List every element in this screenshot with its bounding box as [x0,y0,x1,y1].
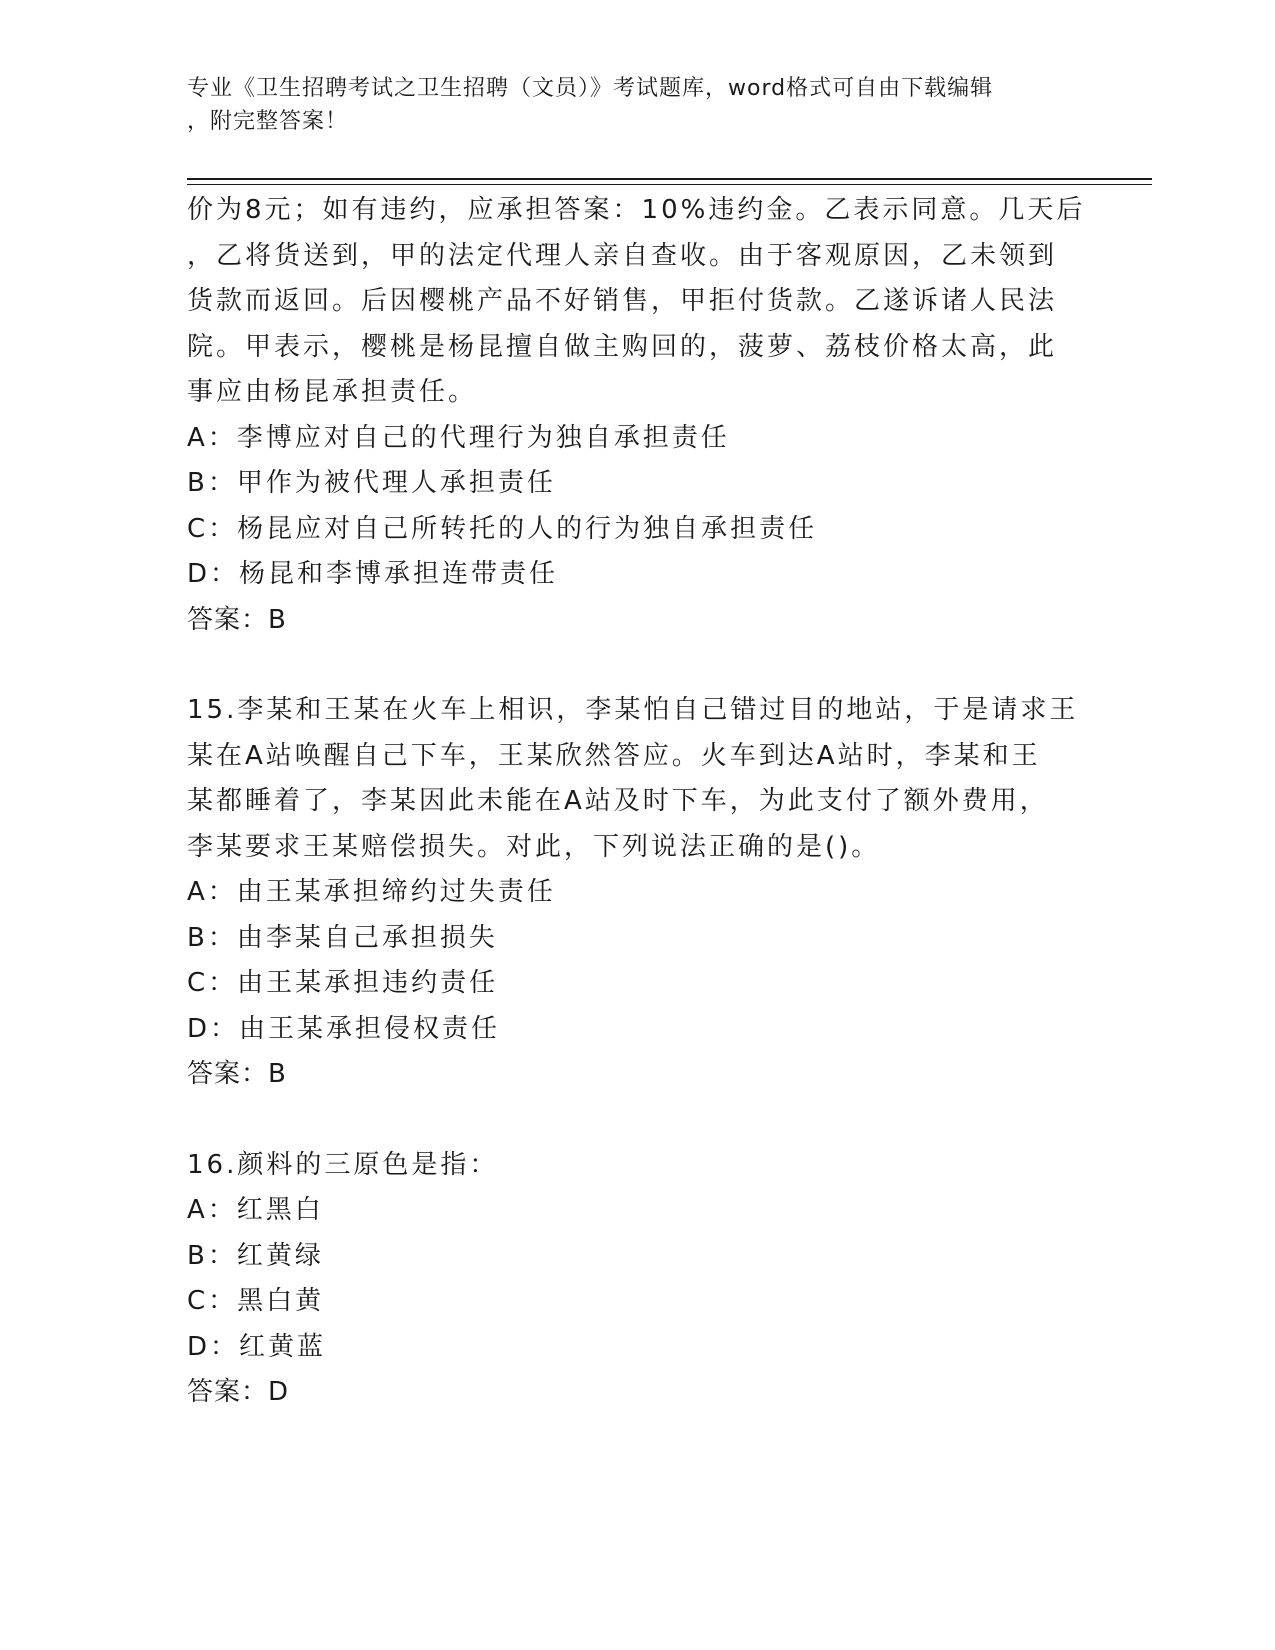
answer-label: 答案：B [187,1059,287,1089]
option-c: C：由王某承担违约责任 [187,968,499,998]
option-a: A：李博应对自己的代理行为独自承担责任 [187,422,730,453]
question-16 [187,1143,1087,1416]
option-b: B：红黄绿 [187,1240,324,1271]
option-b: B：甲作为被代理人承担责任 [187,468,556,498]
question-text-line: 价为8元；如有违约，应承担答案：10%违约金。乙表示同意。几天后 [187,195,1086,225]
option-c: C：黑白黄 [187,1286,325,1316]
option-a: A：红黑白 [187,1195,324,1225]
question-text-line: 15.李某和王某在火车上相识，李某怕自己错过目的地站，于是请求王 [187,695,1079,725]
question-text-line: 某在A站唤醒自己下车，王某欣然答应。火车到达A站时，李某和王 [187,740,1041,771]
document-header [187,72,1067,138]
question-text-line: ，乙将货送到，甲的法定代理人亲自查收。由于客观原因，乙未领到 [187,240,1058,271]
document-body [187,188,1087,1416]
header-line-2: ，附完整答案！ [187,109,349,134]
question-text-line: 货款而返回。后因樱桃产品不好销售，甲拒付货款。乙遂诉诸人民法 [187,286,1058,316]
answer-label: 答案：D [187,1377,290,1407]
header-divider-thin [187,184,1152,185]
question-text-line: 李某要求王某赔偿损失。对此，下列说法正确的是()。 [187,831,881,862]
answer-label: 答案：B [187,604,287,635]
option-d: D：由王某承担侵权责任 [187,1013,501,1044]
spacer [187,1098,1087,1143]
header-divider-thick [187,178,1152,180]
question-14 [187,188,1087,643]
spacer [187,643,1087,688]
question-text-line: 某都睡着了，李某因此未能在A站及时下车，为此支付了额外费用， [187,786,1049,816]
option-b: B：由李某自己承担损失 [187,922,498,953]
question-text-line: 事应由杨昆承担责任。 [187,377,478,407]
option-d: D：红黄蓝 [187,1331,327,1362]
question-text-line: 院。甲表示，樱桃是杨昆擅自做主购回的，菠萝、荔枝价格太高，此 [187,331,1058,362]
question-text-line: 16.颜料的三原色是指： [187,1149,499,1180]
option-a: A：由王某承担缔约过失责任 [187,877,556,907]
question-15 [187,688,1087,1098]
header-line-1: 专业《卫生招聘考试之卫生招聘（文员）》考试题库，word格式可自由下载编辑 [187,76,994,101]
option-c: C：杨昆应对自己所转托的人的行为独自承担责任 [187,513,818,544]
option-d: D：杨昆和李博承担连带责任 [187,559,559,589]
